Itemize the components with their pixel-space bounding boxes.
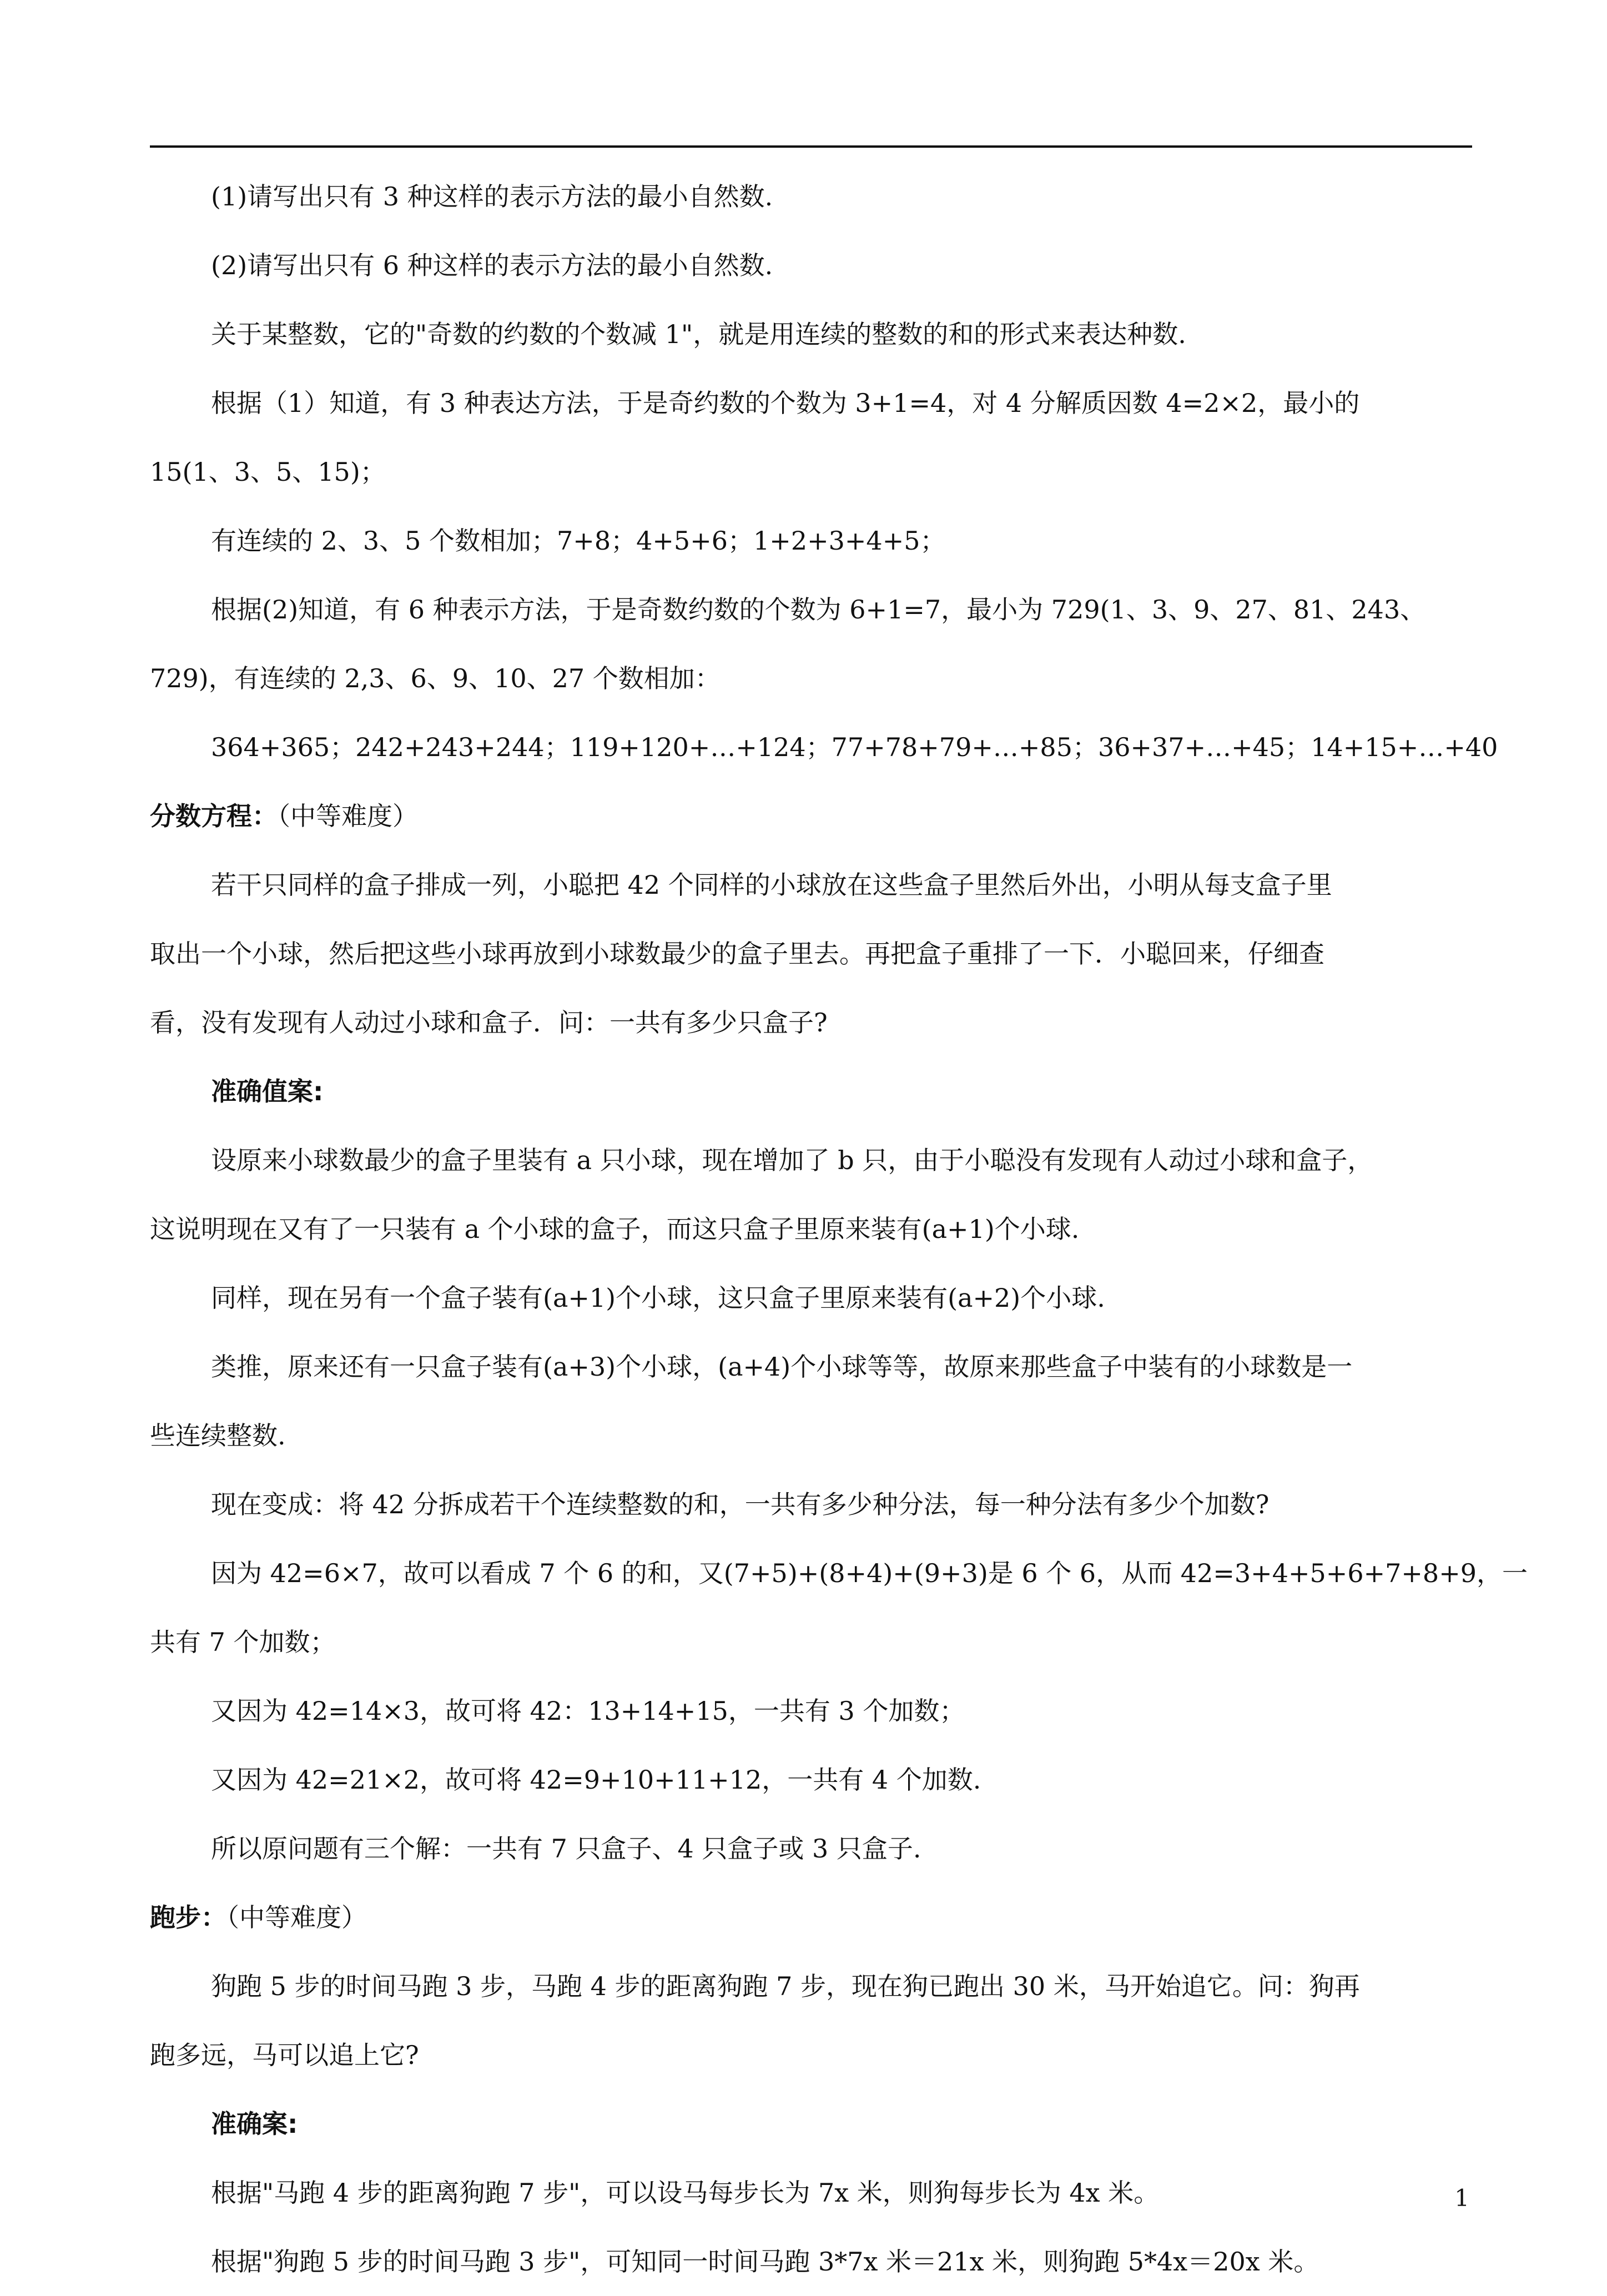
paragraph: 根据(2)知道，有 6 种表示方法，于是奇数约数的个数为 6+1=7，最小为 729(1、3、9、27、81、243、: [211, 595, 1426, 625]
answer-label: 准确案:: [211, 2109, 298, 2139]
question-1: (1)请写出只有 3 种这样的表示方法的最小自然数.: [211, 182, 773, 212]
answer-text: 类推，原来还有一只盒子装有(a+3)个小球，(a+4)个小球等等，故原来那些盒子中装有的小球数是一: [211, 1352, 1353, 1382]
paragraph: 有连续的 2、3、5 个数相加；7+8；4+5+6；1+2+3+4+5；: [211, 526, 946, 556]
section-heading: [150, 782, 1472, 850]
paragraph: 关于某整数，它的"奇数的约数的个数减 1"，就是用连续的整数的和的形式来表达种数.: [211, 319, 1186, 349]
paragraph-continuation: 729)，有连续的 2,3、6、9、10、27 个数相加：: [150, 663, 721, 693]
equation-list: 364+365；242+243+244；119+120+…+124；77+78+79+…+85；36+37+…+45；14+15+…+40: [211, 732, 1498, 762]
answer-text: 所以原问题有三个解：一共有 7 只盒子、4 只盒子或 3 只盒子.: [211, 1834, 921, 1864]
answer-text: 同样，现在另有一个盒子装有(a+1)个小球，这只盒子里原来装有(a+2)个小球.: [211, 1283, 1105, 1313]
header-rule: [150, 145, 1472, 148]
answer-text: 共有 7 个加数；: [150, 1627, 336, 1657]
problem-text: 看，没有发现有人动过小球和盒子．问：一共有多少只盒子?: [150, 1008, 828, 1038]
answer-text: 因为 42=6×7，故可以看成 7 个 6 的和，又(7+5)+(8+4)+(9+3)是 6 个 6，从而 42=3+4+5+6+7+8+9，一: [211, 1558, 1528, 1588]
question-2: (2)请写出只有 6 种这样的表示方法的最小自然数.: [211, 250, 773, 280]
answer-text: 根据"狗跑 5 步的时间马跑 3 步"，可知同一时间马跑 3*7x 米＝21x 米，则狗跑 5*4x＝20x 米。: [211, 2247, 1319, 2277]
answer-label: 准确值案:: [211, 1076, 324, 1106]
answer-text: 又因为 42=21×2，故可将 42=9+10+11+12，一共有 4 个加数.: [211, 1765, 981, 1795]
problem-text: 若干只同样的盒子排成一列，小聪把 42 个同样的小球放在这些盒子里然后外出，小明从每支盒子里: [211, 870, 1332, 900]
answer-text: 现在变成：将 42 分拆成若干个连续整数的和，一共有多少种分法，每一种分法有多少个加数?: [211, 1489, 1270, 1519]
difficulty-label: （中等难度）: [278, 801, 418, 831]
section-heading: [150, 1883, 1472, 1952]
problem-text: 取出一个小球，然后把这些小球再放到小球数最少的盒子里去。再把盒子重排了一下．小聪回来，仔细查: [150, 939, 1324, 969]
answer-text: 设原来小球数最少的盒子里装有 a 只小球，现在增加了 b 只，由于小聪没有发现有人动过小球和盒子，: [211, 1145, 1373, 1175]
paragraph-continuation: 15(1、3、5、15)；: [150, 457, 386, 487]
section-title: 跑步：: [150, 1902, 226, 1932]
problem-text: 狗跑 5 步的时间马跑 3 步，马跑 4 步的距离狗跑 7 步，现在狗已跑出 30 米，马开始追它。问：狗再: [211, 1971, 1360, 2001]
difficulty-label: （中等难度）: [226, 1902, 367, 1932]
problem-text: 跑多远，马可以追上它?: [150, 2040, 419, 2070]
answer-text: 又因为 42=14×3，故可将 42：13+14+15，一共有 3 个加数；: [211, 1696, 965, 1726]
answer-text: 些连续整数.: [150, 1421, 286, 1451]
page-number: 1: [1454, 2184, 1469, 2212]
document-body: [150, 162, 1528, 2296]
paragraph: 根据（1）知道，有 3 种表达方法，于是奇约数的个数为 3+1=4，对 4 分解质因数 4=2×2，最小的: [211, 388, 1360, 418]
answer-text: 根据"马跑 4 步的距离狗跑 7 步"，可以设马每步长为 7x 米，则狗每步长为 4x 米。: [211, 2178, 1160, 2208]
answer-text: 这说明现在又有了一只装有 a 个小球的盒子，而这只盒子里原来装有(a+1)个小球.: [150, 1214, 1080, 1244]
section-title: 分数方程：: [150, 801, 278, 831]
